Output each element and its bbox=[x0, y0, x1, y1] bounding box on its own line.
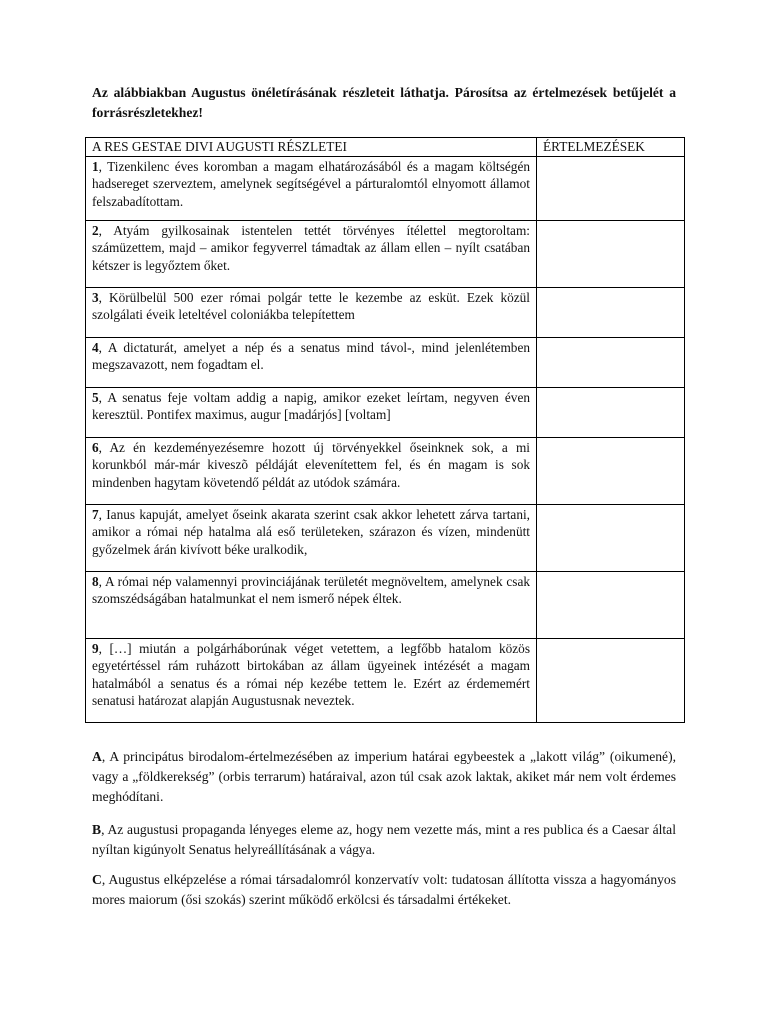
interpretation-answer-cell[interactable] bbox=[537, 220, 685, 287]
option-c bbox=[92, 870, 676, 910]
excerpt-number: 9 bbox=[92, 640, 99, 656]
source-excerpt-cell bbox=[86, 571, 537, 638]
excerpt-number: 1 bbox=[92, 158, 99, 174]
table-row bbox=[86, 638, 685, 722]
interpretation-answer-cell[interactable] bbox=[537, 437, 685, 504]
table-row bbox=[86, 287, 685, 337]
interpretation-answer-cell[interactable] bbox=[537, 387, 685, 437]
source-excerpt-cell bbox=[86, 220, 537, 287]
table-row bbox=[86, 571, 685, 638]
option-text: , Augustus elképzelése a római társadalomról konzervatív volt: tudatosan állította vissza a hagyományos mores maiorum (ősi szokás) szerint működő erkölcsi és társadalmi értékeket. bbox=[92, 872, 676, 907]
excerpt-number: 7 bbox=[92, 506, 99, 522]
option-b bbox=[92, 820, 676, 860]
option-letter: C bbox=[92, 872, 102, 887]
option-a bbox=[92, 747, 676, 807]
instructions: Az alábbiakban Augustus önéletírásának részleteit láthatja. Párosítsa az értelmezések betűjelét a forrásrészletekhez! bbox=[92, 85, 676, 120]
excerpt-text: , Tizenkilenc éves koromban a magam elhatározásából és a magam költségén hadsereget szerveztem, amelynek segítségével a párturalomtól elnyomott államot felszabadítottam. bbox=[92, 158, 530, 209]
excerpt-number: 4 bbox=[92, 339, 99, 355]
excerpt-number: 3 bbox=[92, 289, 99, 305]
excerpt-text: , Körülbelül 500 ezer római polgár tette le kezembe az esküt. Ezek közül szolgálati éveik leteltével coloniákba telepítettem bbox=[92, 289, 530, 322]
interpretation-answer-cell[interactable] bbox=[537, 504, 685, 571]
interpretation-answer-cell[interactable] bbox=[537, 571, 685, 638]
excerpt-text: , A senatus feje voltam addig a napig, amikor ezeket leírtam, negyven éven keresztül. Pontifex maximus, augur [madárjós] [voltam] bbox=[92, 389, 530, 422]
table-row bbox=[86, 220, 685, 287]
table-header-row bbox=[86, 138, 685, 157]
excerpt-text: , Ianus kapuját, amelyet őseink akarata szerint csak akkor lehetett zárva tartani, amikor a római nép hatalma alá eső területeken, szárazon és vízen, mindenütt győzelmek árán kivívott béke uralkodik, bbox=[92, 506, 530, 557]
excerpt-number: 8 bbox=[92, 573, 99, 589]
option-text: , Az augustusi propaganda lényeges eleme az, hogy nem vezette más, mint a res publica és a Caesar által nyíltan kigúnyolt Senatus helyreállításának a vágya. bbox=[92, 822, 676, 857]
source-excerpt-cell bbox=[86, 638, 537, 722]
excerpt-number: 2 bbox=[92, 222, 99, 238]
excerpt-text: , […] miután a polgárháborúnak véget vetettem, a legfőbb hatalom közös egyetértéssel rám ruházott birtokában az állam ügyeinek intézését a magam hatalmából a senatus és a római nép kezébe tettem le. Ezért az érdememért senatusi határozat alapján Augustusnak neveztek. bbox=[92, 640, 530, 708]
source-excerpt-cell bbox=[86, 337, 537, 387]
table-row bbox=[86, 156, 685, 220]
interpretation-answer-cell[interactable] bbox=[537, 287, 685, 337]
interpretation-answer-cell[interactable] bbox=[537, 337, 685, 387]
source-excerpt-cell bbox=[86, 387, 537, 437]
source-excerpt-cell bbox=[86, 437, 537, 504]
source-table bbox=[85, 137, 685, 723]
excerpt-text: , Az én kezdeményezésemre hozott új törvényekkel őseinknek sok, a mi korunkból már-már kiveszõ példáját elevenítettem fel, és én magam is sok mindenben hagytam követendő példát az utódok számára. bbox=[92, 439, 530, 490]
interpretation-answer-cell[interactable] bbox=[537, 638, 685, 722]
option-letter: B bbox=[92, 822, 102, 837]
interpretation-answer-cell[interactable] bbox=[537, 156, 685, 220]
source-excerpt-cell bbox=[86, 156, 537, 220]
excerpt-number: 6 bbox=[92, 439, 99, 455]
excerpt-text: , Atyám gyilkosainak istentelen tettét törvényes ítélettel megtoroltam: számüzettem, majd – amikor fegyverrel támadtak az állam ellen – nyílt csatában kétszer is legyőztem őket. bbox=[92, 222, 530, 273]
excerpt-number: 5 bbox=[92, 389, 99, 405]
header-interpretations: ÉRTELMEZÉSEK bbox=[537, 138, 685, 157]
option-text: , A principátus birodalom-értelmezésében az imperium határai egybeestek a „lakott világ” (oikumené), vagy a „földkerekség” (orbis terrarum) határaival, azon túl csak azok laktak, akiket már nem volt érdemes meghódítani. bbox=[92, 749, 676, 804]
source-excerpt-cell bbox=[86, 287, 537, 337]
table-row bbox=[86, 337, 685, 387]
header-sources: A RES GESTAE DIVI AUGUSTI RÉSZLETEI bbox=[86, 138, 537, 157]
excerpt-text: , A dictaturát, amelyet a nép és a senatus mind távol-, mind jelenlétemben megszavazott, nem fogadtam el. bbox=[92, 339, 530, 372]
excerpt-text: , A római nép valamennyi provinciájának területét megnöveltem, amelynek csak szomszédságában hatalmunkat el nem ismerő népek éltek. bbox=[92, 573, 530, 606]
option-letter: A bbox=[92, 749, 102, 764]
table-row bbox=[86, 504, 685, 571]
source-excerpt-cell bbox=[86, 504, 537, 571]
table-row bbox=[86, 437, 685, 504]
table-row bbox=[86, 387, 685, 437]
